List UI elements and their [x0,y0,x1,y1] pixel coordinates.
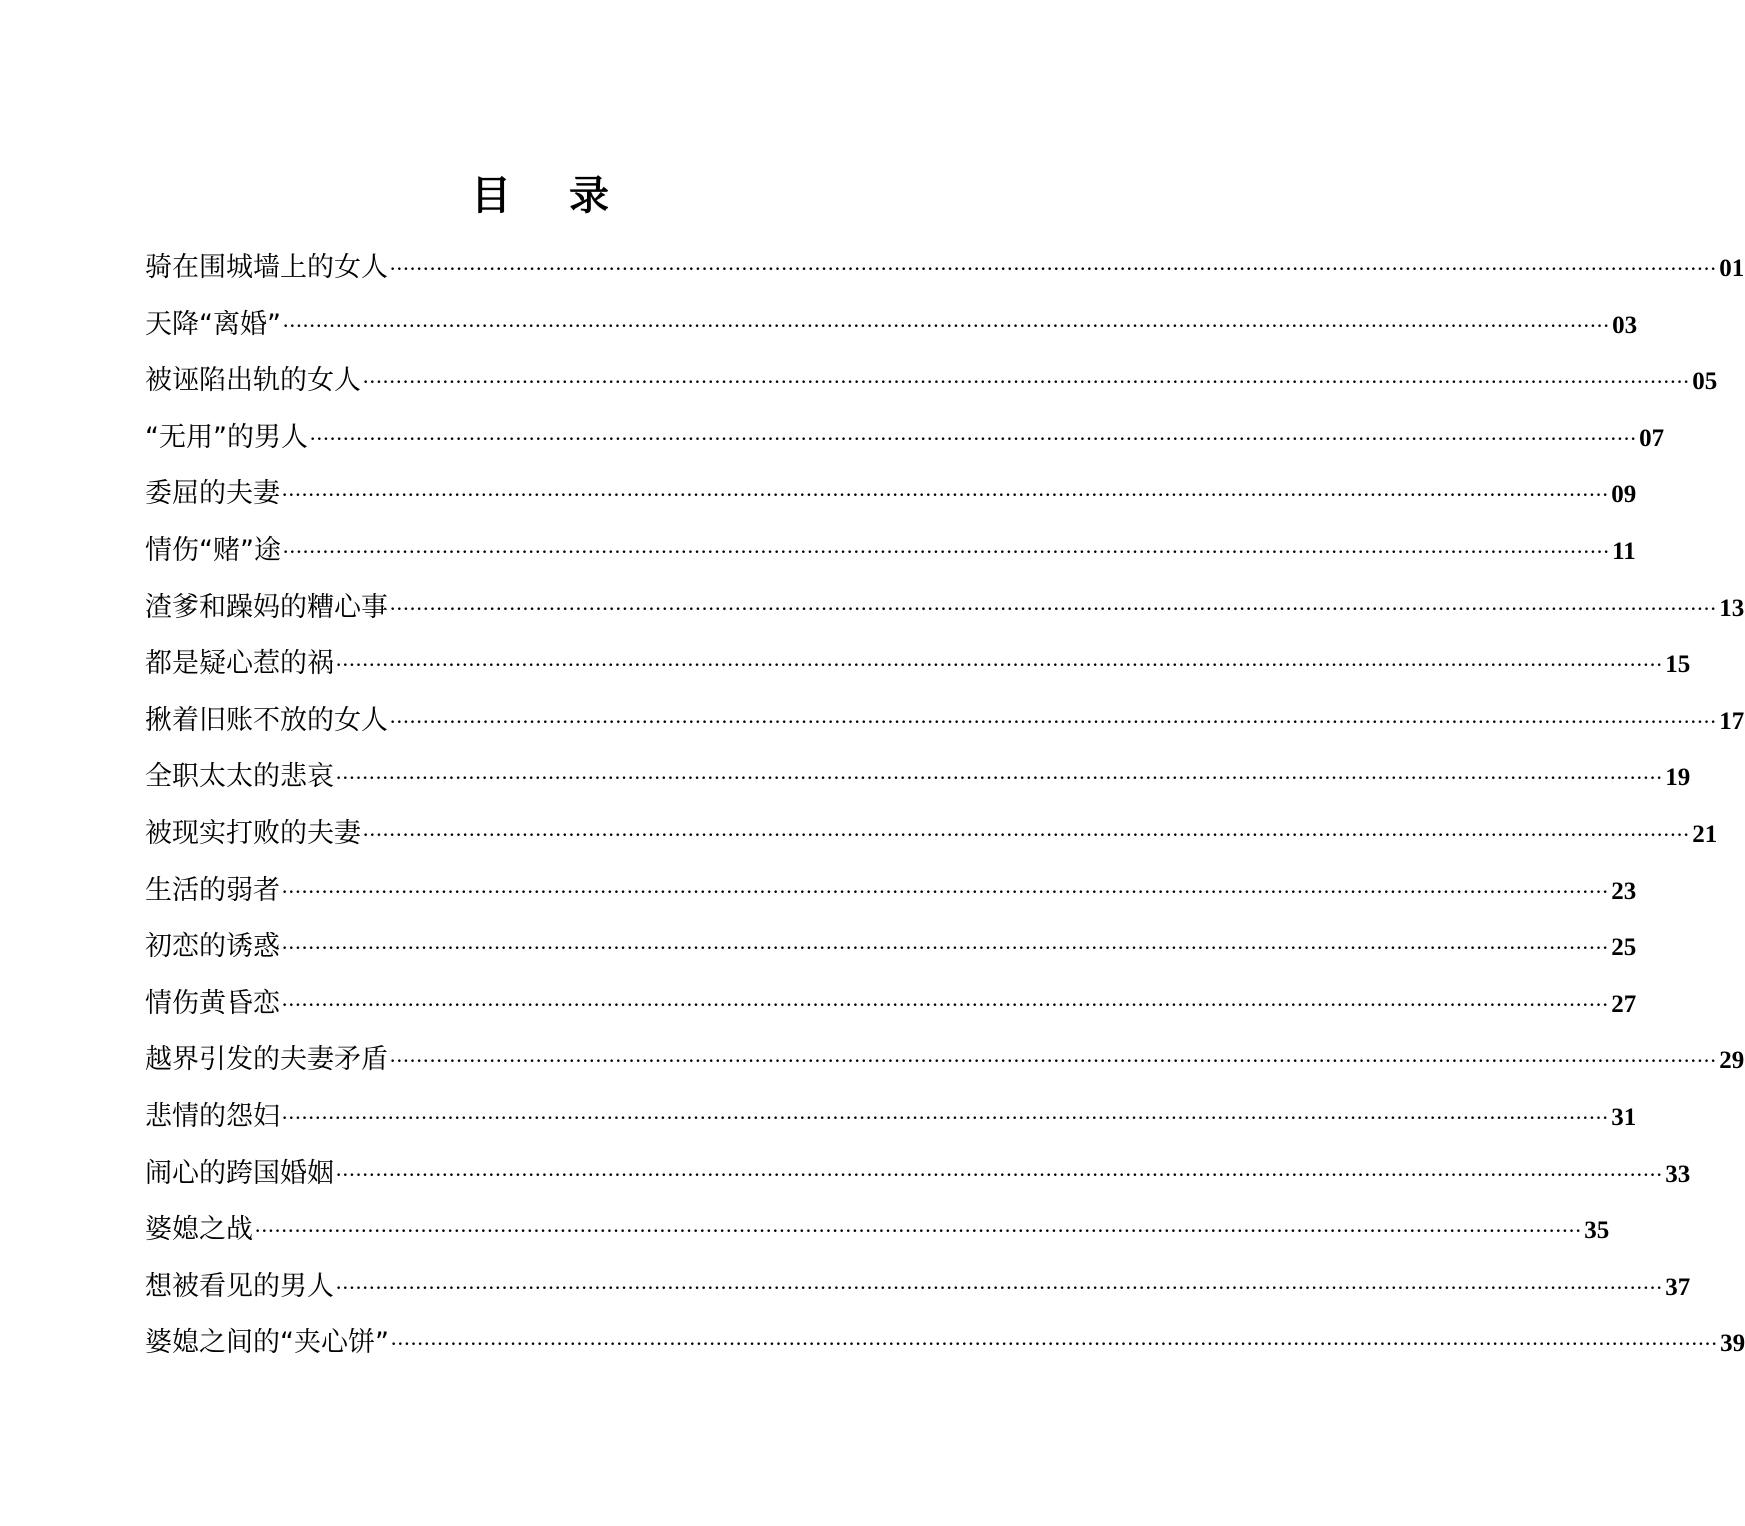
toc-entry-page: 03 [1612,311,1638,339]
toc-entry-page: 11 [1612,537,1636,565]
toc-entry-title: 婆媳之战 [145,1214,253,1246]
toc-entry[interactable] [145,976,1637,1033]
toc-entry-page: 07 [1639,424,1665,452]
toc-entry-title: 被现实打败的夫妻 [145,817,361,849]
toc-entry-page: 09 [1611,481,1637,509]
toc-entry[interactable] [145,1146,1691,1203]
dot-leader: ········································································································································································································ [282,996,1610,1014]
toc-entry-title: 骑在围城墙上的女人 [145,252,388,283]
toc-entry-page: 35 [1584,1217,1610,1245]
toc-entry-title: 都是疑心惹的祸 [145,648,334,680]
toc-entry[interactable] [145,410,1665,467]
toc-entry[interactable] [145,693,1745,750]
dot-leader: ········································································································································································································ [336,657,1664,675]
toc-entry[interactable] [145,919,1637,976]
toc-entry-page: 17 [1719,707,1745,735]
toc-entry[interactable] [145,523,1636,580]
toc-entry-page: 29 [1719,1047,1745,1075]
dot-leader: ········································································································································································································ [282,487,1610,505]
toc-entry-page: 25 [1611,934,1637,962]
dot-leader: ········································································································································································································ [282,940,1610,958]
toc-entry-title: 渣爹和躁妈的糟心事 [145,591,388,623]
toc-entry-page: 15 [1665,651,1691,679]
toc-entry-title: 情伤“赌”途 [145,534,281,566]
dot-leader: ········································································································································································································ [282,317,1611,335]
toc-entry-page: 23 [1611,877,1637,905]
toc-entry-title: “无用”的男人 [145,421,308,453]
toc-entry-title: 悲情的怨妇 [145,1100,280,1132]
dot-leader: ········································································································································································································ [282,1109,1610,1127]
toc-entry-title: 被诬陷出轨的女人 [145,365,361,397]
toc-entry-page: 33 [1665,1160,1691,1188]
table-of-contents [145,240,1745,1372]
dot-leader: ········································································································································································································ [390,1336,1719,1354]
dot-leader: ········································································································································································································ [282,883,1610,901]
toc-entry-title: 全职太太的悲哀 [145,761,334,793]
toc-entry-title: 越界引发的夫妻矛盾 [145,1044,388,1076]
dot-leader: ········································································································································································································ [309,430,1638,448]
toc-entry[interactable] [145,297,1638,354]
toc-entry[interactable] [145,353,1718,410]
toc-entry[interactable] [145,1089,1637,1146]
dot-leader: ········································································································································································································ [390,1053,1718,1071]
title-char-2: 录 [569,172,609,219]
dot-leader: ········································································································································································································ [282,543,1611,561]
dot-leader: ········································································································································································································ [255,1223,1583,1241]
toc-entry[interactable] [145,466,1637,523]
toc-entry-page: 13 [1719,594,1745,622]
toc-entry[interactable] [145,580,1745,637]
toc-entry-page: 37 [1665,1273,1691,1301]
dot-leader: ········································································································································································································ [390,713,1718,731]
toc-entry[interactable] [145,1032,1745,1089]
toc-entry-page: 01 [1719,255,1745,282]
toc-entry-title: 情伤黄昏恋 [145,987,280,1019]
toc-entry[interactable] [145,1259,1691,1316]
toc-entry-page: 21 [1692,820,1718,848]
toc-entry[interactable] [145,863,1637,920]
dot-leader: ········································································································································································································ [336,770,1664,788]
toc-entry-title: 生活的弱者 [145,874,280,906]
toc-entry[interactable] [145,1202,1610,1259]
toc-entry-title: 婆媳之间的“夹心饼” [145,1327,389,1359]
toc-entry-title: 天降“离婚” [145,308,281,340]
toc-entry-page: 39 [1720,1330,1745,1358]
toc-entry-page: 19 [1665,764,1691,792]
toc-entry-page: 05 [1692,368,1718,396]
toc-entry-title: 想被看见的男人 [145,1270,334,1302]
toc-entry-title: 闹心的跨国婚姻 [145,1157,334,1189]
toc-entry-title: 初恋的诱惑 [145,931,280,963]
toc-entry-page: 31 [1611,1103,1637,1131]
toc-entry-title: 揪着旧账不放的女人 [145,704,388,736]
toc-entry[interactable] [145,806,1718,863]
toc-entry[interactable] [145,749,1691,806]
toc-entry-title: 委屈的夫妻 [145,478,280,510]
title-char-1: 目 [471,172,511,219]
toc-entry[interactable] [145,1315,1745,1372]
toc-entry[interactable] [145,636,1691,693]
dot-leader: ········································································································································································································ [363,374,1691,392]
toc-entry[interactable] [145,240,1745,297]
page-title [0,168,1080,224]
dot-leader: ········································································································································································································ [363,826,1691,844]
dot-leader: ········································································································································································································ [390,261,1718,278]
dot-leader: ········································································································································································································ [336,1166,1664,1184]
dot-leader: ········································································································································································································ [336,1279,1664,1297]
dot-leader: ········································································································································································································ [390,600,1718,618]
toc-entry-page: 27 [1611,990,1637,1018]
